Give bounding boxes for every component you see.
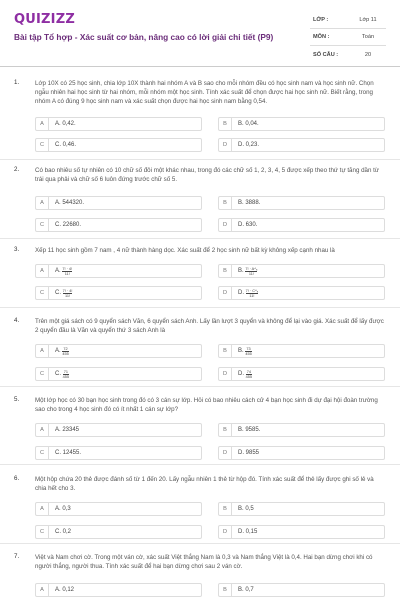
option-letter: B [219,424,232,436]
option-letter: A [36,197,49,209]
fraction-denominator: 455 [245,374,253,379]
option-text: B. 3888. [238,200,261,206]
option-letter: C [36,447,49,459]
option-letter: A [36,584,49,596]
option-label: B. [238,268,244,274]
option-text: A. 0,3 [55,506,71,512]
option-label: C. [55,290,61,296]
question-divider [0,464,400,465]
meta-label: SỐ CÂU : [313,51,339,58]
meta-row-count [310,46,386,63]
option-a[interactable] [35,423,202,437]
option-text [49,347,69,356]
question-divider [0,386,400,387]
option-text: B. 0,5 [238,506,254,512]
option-letter: A [36,424,49,436]
header-divider [0,66,400,67]
option-letter: C [36,139,49,151]
fraction-denominator: 11! [64,271,70,276]
option-letter: D [219,368,232,380]
question-text: Một hộp chứa 20 thẻ được đánh số từ 1 đến 20. Lấy ngẫu nhiên 1 thẻ từ hộp đó. Tính xác suất để thẻ lấy được ghi số lẻ và chia hết cho 3. [35,476,374,492]
option-letter: B [219,265,232,277]
option-letter: D [219,447,232,459]
option-letter: C [36,368,49,380]
option-letter: A [36,118,49,130]
option-letter: B [219,345,232,357]
option-letter: A [36,503,49,515]
fraction [245,267,257,276]
fraction-numerator: 7! · 4! [62,288,73,293]
fraction-denominator: 11! [248,271,254,276]
option-label: A. [55,268,61,274]
option-text: C. 12455. [55,450,82,456]
option-text: D. 0,23. [238,142,260,148]
question-number: 7. [14,553,20,560]
fraction [245,347,251,356]
fraction [62,347,68,356]
option-b[interactable] [218,344,385,358]
option-text: B. 9585. [238,427,261,433]
fraction-denominator: 455 [62,374,70,379]
fraction [246,289,259,298]
option-letter: D [219,139,232,151]
option-b[interactable] [218,583,385,597]
option-a[interactable] [35,344,202,358]
question-text: Việt và Nam chơi cờ. Trong một ván cờ, xác suất Việt thắng Nam là 0,3 và Nam thắng Việt là 0,4. Hai bạn dừng chơi khi có người thắng, người thua. Tính xác suất để hai bạn dừng chơi sau 2 ván cờ. [35,554,373,570]
quizizz-logo: QUIZIZZ [14,12,75,27]
option-label: A. [55,348,61,354]
option-letter: A [36,265,49,277]
option-d[interactable] [218,367,385,381]
question-text: Lớp 10X có 25 học sinh, chia lớp 10X thành hai nhóm A và B sao cho mỗi nhóm đều có học sinh nam và học sinh nữ. Chọn ngẫu nhiên hai học sinh từ hai nhóm, mỗi nhóm một học sinh. Tính xác suất để chọn được hai học sinh nữ. Biết rằng, trong nhóm A có đúng 9 học sinh nam và xác suất chọn được hai học sinh nam bằng 0,54. [35,80,374,105]
option-text: C. 22680. [55,222,82,228]
option-letter: A [36,345,49,357]
meta-label: MÔN : [313,34,330,40]
option-c[interactable] [35,138,202,152]
question-text: Một lớp học có 30 bạn học sinh trong đó có 3 cán sự lớp. Hỏi có bao nhiêu cách cử 4 bạn học sinh đi dự đại hội đoàn trường sao cho trong 4 học sinh đó có ít nhất 1 cán sự lớp? [35,397,378,413]
option-text [232,289,258,298]
meta-value: Lớp 11 [359,17,377,23]
option-text [49,289,72,298]
option-d[interactable] [218,286,385,300]
meta-row-subject [310,29,386,46]
option-text: B. 0,7 [238,587,254,593]
fraction [246,370,252,379]
option-letter: C [36,219,49,231]
fraction [62,267,72,276]
meta-row-class [310,12,386,29]
option-text: D. 9855 [238,450,260,456]
fraction-denominator: 11! [249,293,255,298]
option-c[interactable] [35,286,202,300]
option-letter: D [219,287,232,299]
fraction-numerator: 73 [246,346,251,351]
option-letter: B [219,584,232,596]
worksheet-header [14,12,386,62]
option-text [49,267,72,276]
option-letter: B [219,118,232,130]
question-text: Có bao nhiêu số tự nhiên có 10 chữ số đôi một khác nhau, trong đó các chữ số 1, 2, 3, 4, 5 được xếp theo thứ tự tăng dần từ trái qua phải và chữ số 6 luôn đứng trước chữ số 5. [35,167,380,183]
question-number: 4. [14,317,20,324]
fraction [63,370,69,379]
option-text: D. 630. [238,222,258,228]
worksheet-title: Bài tập Tổ hợp - Xác suất cơ bản, nâng cao có lời giải chi tiết (P9) [14,32,274,42]
question-divider [0,238,400,239]
option-letter: D [219,219,232,231]
meta-value: Toán [361,34,375,40]
option-b[interactable] [218,196,385,210]
option-b[interactable] [218,423,385,437]
fraction-denominator: 455 [62,351,69,356]
option-a[interactable] [35,502,202,516]
option-text: C. 0,46. [55,142,77,148]
option-c[interactable] [35,218,202,232]
option-c[interactable] [35,367,202,381]
option-text: C. 0,2 [55,529,72,535]
question-text: Xếp 11 học sinh gồm 7 nam , 4 nữ thành hàng dọc. Xác suất để 2 học sinh nữ bất kỳ không xếp cạnh nhau là [35,247,335,254]
fraction-denominator: 11! [65,293,71,298]
option-letter: C [36,287,49,299]
option-text: D. 0,15 [238,529,258,535]
option-a[interactable] [35,583,202,597]
option-text: A. 0,12 [55,587,75,593]
question-number: 5. [14,396,20,403]
question-number: 2. [14,166,20,173]
fraction-numerator: 72 [63,346,68,351]
fraction-denominator: 455 [245,351,252,356]
option-text [49,370,69,379]
option-letter: C [36,526,49,538]
question-number: 6. [14,475,20,482]
question-number: 1. [14,79,20,86]
option-label: D. [238,371,244,377]
question-divider [0,159,400,160]
question-divider [0,543,400,544]
option-text [232,267,257,276]
option-a[interactable] [35,264,202,278]
option-text: A. 23345 [55,427,80,433]
option-a[interactable] [35,196,202,210]
option-letter: D [219,526,232,538]
option-d[interactable] [218,218,385,232]
question-number: 3. [14,246,20,253]
fraction-numerator: 74 [246,369,251,374]
meta-value: 20 [364,51,372,58]
fraction-numerator: 71 [63,369,68,374]
option-text [232,347,252,356]
fraction-numerator: 7! · 4! [62,266,73,271]
option-b[interactable] [218,264,385,278]
option-text: A. 544320. [55,200,85,206]
option-text: B. 0,04. [238,121,259,127]
option-letter: B [219,197,232,209]
option-b[interactable] [218,502,385,516]
fraction-numerator: 7! · A⁴₈ [245,266,258,271]
option-label: B. [238,348,244,354]
meta-label: LỚP : [313,17,329,23]
option-d[interactable] [218,446,385,460]
question-divider [0,307,400,308]
option-a[interactable] [35,117,202,131]
worksheet-meta-table [310,12,386,63]
fraction [63,289,73,298]
option-label: C. [55,371,61,377]
fraction-numerator: 7! · C⁴₈ [245,288,259,293]
option-letter: B [219,503,232,515]
option-d[interactable] [218,138,385,152]
option-label: D. [238,290,244,296]
question-text: Trên một giá sách có 9 quyển sách Văn, 6 quyển sách Anh. Lấy lần lượt 3 quyển và không để lại vào giá. Xác suất để lấy được 2 quyển đầu là Văn và quyển thứ 3 sách Anh là [35,318,384,334]
option-c[interactable] [35,446,202,460]
option-c[interactable] [35,525,202,539]
option-b[interactable] [218,117,385,131]
option-text: A. 0,42. [55,121,76,127]
option-text [232,370,252,379]
option-d[interactable] [218,525,385,539]
